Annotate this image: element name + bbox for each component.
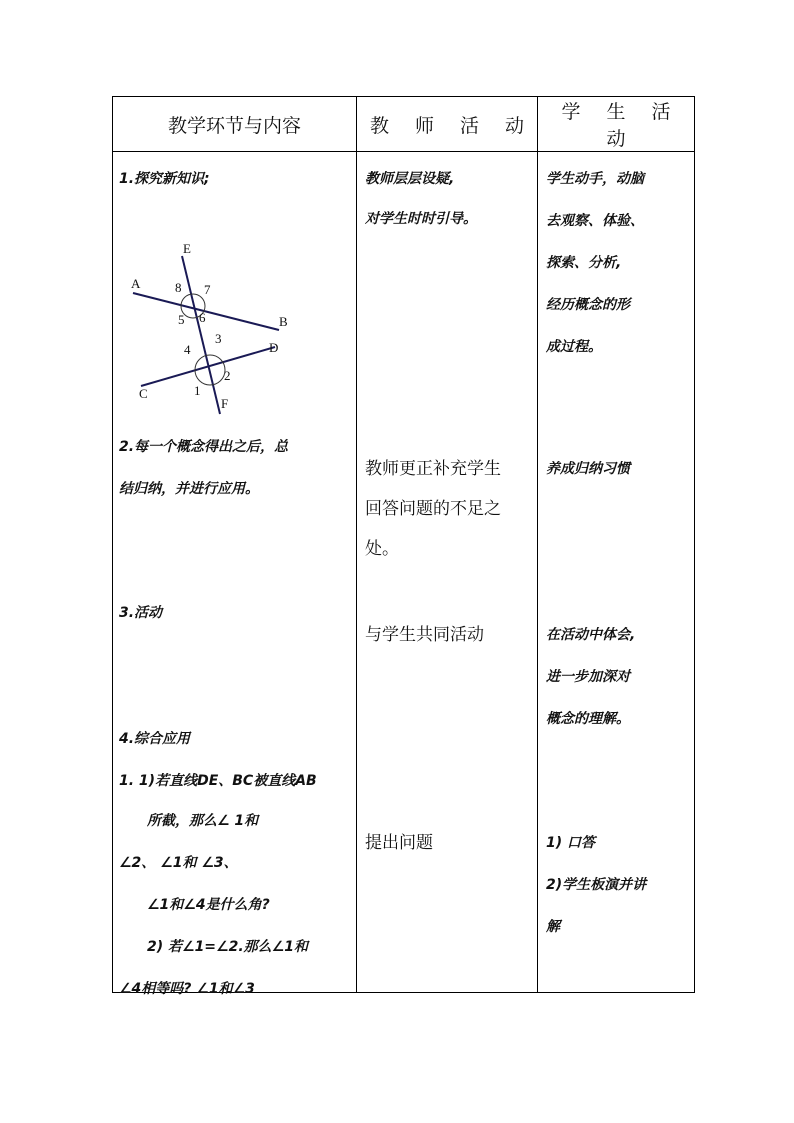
angle-label-7: 7 bbox=[204, 282, 211, 297]
section-3-title: 3.活动 bbox=[119, 605, 163, 621]
angle-label-8: 8 bbox=[175, 280, 182, 295]
student-activity-1-line-4: 经历概念的形 bbox=[546, 297, 630, 313]
header-student-activity: 学 生 活 动 bbox=[538, 97, 695, 152]
table-body-row bbox=[113, 152, 695, 993]
section-1-title: 1.探究新知识; bbox=[119, 171, 210, 187]
section-2-line-2: 结归纳，并进行应用。 bbox=[119, 481, 259, 497]
label-e: E bbox=[183, 241, 191, 256]
label-b: B bbox=[279, 314, 288, 329]
question-line-3: ∠2、 ∠1和 ∠3、 bbox=[119, 855, 238, 871]
teacher-activity-2-line-3: 处。 bbox=[365, 539, 399, 559]
header-teacher-activity: 教 师 活 动 bbox=[357, 97, 538, 152]
angle-label-6: 6 bbox=[199, 310, 206, 325]
teacher-activity-1-line-2: 对学生时时引导。 bbox=[365, 211, 477, 227]
parallel-lines-diagram bbox=[127, 198, 307, 411]
student-activity-4-line-3: 解 bbox=[546, 919, 560, 935]
student-activity-cell bbox=[538, 152, 695, 993]
student-activity-4-line-1: 1) 口答 bbox=[546, 835, 596, 851]
lesson-plan-table bbox=[112, 96, 695, 997]
table-header-row bbox=[113, 97, 695, 152]
student-activity-3-line-2: 进一步加深对 bbox=[546, 669, 630, 685]
angle-label-4: 4 bbox=[184, 342, 191, 357]
line-ab bbox=[133, 293, 279, 330]
question-line-4: ∠1和∠4是什么角? bbox=[147, 897, 270, 913]
label-a: A bbox=[131, 276, 141, 291]
content-cell bbox=[113, 152, 357, 997]
student-activity-3-line-1: 在活动中体会, bbox=[546, 627, 636, 643]
angle-label-2: 2 bbox=[224, 368, 231, 383]
teacher-activity-cell bbox=[357, 152, 538, 993]
student-activity-1-line-5: 成过程。 bbox=[546, 339, 602, 355]
section-4-title: 4.综合应用 bbox=[119, 731, 191, 747]
question-line-6: ∠4相等吗? ∠1和∠3 bbox=[119, 981, 255, 997]
student-activity-3-line-3: 概念的理解。 bbox=[546, 711, 630, 727]
student-activity-1-line-1: 学生动手，动脑 bbox=[546, 171, 644, 187]
student-activity-1-line-2: 去观察、体验、 bbox=[546, 213, 644, 229]
label-f: F bbox=[221, 396, 229, 411]
teacher-activity-3: 与学生共同活动 bbox=[365, 625, 484, 645]
student-activity-1-line-3: 探索、分析, bbox=[546, 255, 622, 271]
section-2-line-1: 2.每一个概念得出之后，总 bbox=[119, 439, 289, 455]
question-line-1: 1. 1)若直线DE、BC被直线AB bbox=[119, 773, 317, 789]
angle-label-3: 3 bbox=[215, 331, 222, 346]
teacher-activity-2-line-2: 回答问题的不足之 bbox=[365, 499, 501, 519]
teacher-activity-1-line-1: 教师层层设疑, bbox=[365, 171, 455, 187]
angle-label-5: 5 bbox=[178, 312, 185, 327]
teacher-activity-4: 提出问题 bbox=[365, 833, 433, 853]
question-line-5: 2) 若∠1=∠2.那么∠1和 bbox=[147, 939, 308, 955]
header-content: 教学环节与内容 bbox=[113, 97, 357, 152]
teacher-activity-2-line-1: 教师更正补充学生 bbox=[365, 459, 501, 479]
label-c: C bbox=[139, 386, 148, 401]
student-activity-2: 养成归纳习惯 bbox=[546, 461, 630, 477]
angle-label-1: 1 bbox=[194, 383, 201, 398]
student-activity-4-line-2: 2)学生板演并讲 bbox=[546, 877, 647, 893]
label-d: D bbox=[269, 340, 279, 355]
question-line-2: 所截，那么∠ 1和 bbox=[147, 813, 259, 829]
